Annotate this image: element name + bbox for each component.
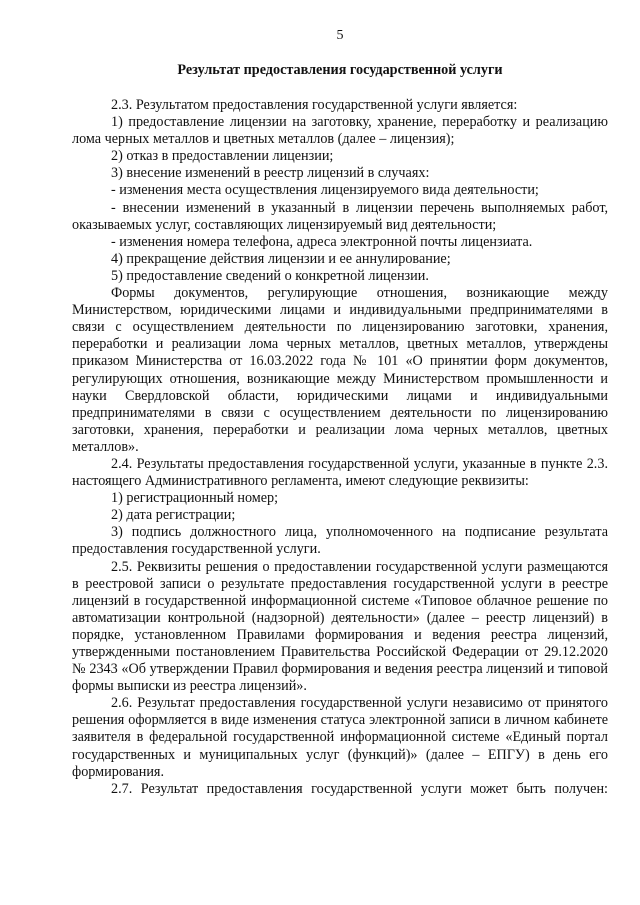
paragraph: 5) предоставление сведений о конкретной лицензии. — [111, 267, 429, 284]
paragraph: - изменения номера телефона, адреса электронной почты лицензиата. — [111, 233, 533, 250]
document-body — [72, 97, 608, 798]
paragraph: 2.6. Результат предоставления государственной услуги независимо от принятого решения оформляется в виде изменения статуса электронной записи в личном кабинете заявителя в федеральной государственной информационной системе «Единый портал государственных и муниципальных услуг (функций)» (далее – ЕПГУ) в день его формирования. — [72, 695, 608, 780]
paragraph: 2.7. Результат предоставления государственной услуги может быть получен: — [111, 780, 608, 797]
paragraph: 2.4. Результаты предоставления государственной услуги, указанные в пункте 2.3. настоящего Административного регламента, имеют следующие реквизиты: — [72, 455, 608, 490]
page-number: 5 — [336, 28, 344, 43]
paragraph: 1) предоставление лицензии на заготовку, хранение, переработку и реализацию лома черных металлов и цветных металлов (далее – лицензия); — [72, 114, 608, 148]
paragraph: 2) дата регистрации; — [111, 507, 236, 524]
paragraph: - внесении изменений в указанный в лицензии перечень выполняемых работ, оказываемых услуг, составляющих лицензируемый вид деятельности; — [72, 199, 608, 233]
paragraph: 1) регистрационный номер; — [111, 490, 279, 507]
paragraph: 3) подпись должностного лица, уполномоченного на подписание результата предоставления государственной услуги. — [72, 524, 608, 558]
paragraph: 2) отказ в предоставлении лицензии; — [111, 148, 334, 165]
paragraph: 3) внесение изменений в реестр лицензий в случаях: — [111, 165, 430, 182]
paragraph: 4) прекращение действия лицензии и ее аннулирование; — [111, 250, 451, 267]
paragraph: Формы документов, регулирующие отношения, возникающие между Министерством, юридическими лицами и индивидуальными предпринимателями в связи с осуществлением деятельности по лицензированию заготовки, хранения, переработки и реализации лома черных металлов, цветных металлов, утверждены приказом Министерства от 16.03.2022 года № 101 «О принятии форм документов, регулирующих отношения, возникающие между Министерством промышленности и науки Свердловской области, юридическими лицами и индивидуальными предпринимателями в связи с осуществлением деятельности по лицензированию заготовки, хранения, переработки и реализации лома черных металлов, цветных металлов». — [72, 285, 608, 455]
section-heading: Результат предоставления государственной услуги — [177, 62, 503, 78]
paragraph: 2.5. Реквизиты решения о предоставлении государственной услуги размещаются в реестровой записи о результате предоставления государственной услуги в реестре лицензий в государственной информационной системе «Типовое облачное решение по автоматизации контрольной (надзорной) деятельности» (далее – реестр лицензий) в порядке, установленном Правилами формирования и ведения реестра лицензий, утвержденными постановлением Правительства Российской Федерации от 29.12.2020 № 2343 «Об утверждении Правил формирования и ведения реестра лицензий и типовой формы выписки из реестра лицензий». — [72, 558, 608, 695]
paragraph: - изменения места осуществления лицензируемого вида деятельности; — [111, 182, 539, 199]
paragraph: 2.3. Результатом предоставления государственной услуги является: — [111, 97, 518, 113]
